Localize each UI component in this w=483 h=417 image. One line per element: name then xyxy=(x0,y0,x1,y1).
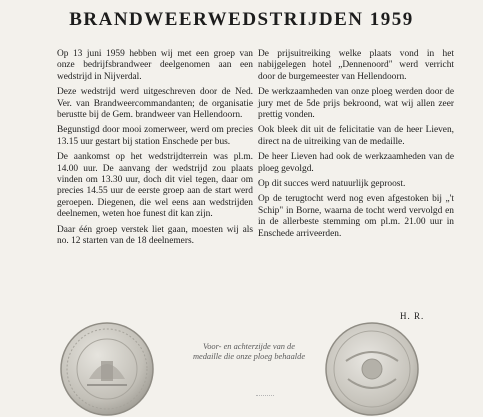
paragraph: Ook bleek dit uit de felicitatie van de heer Lieven, direct na de uitreiking van de medaille. xyxy=(258,125,454,147)
page-mark xyxy=(256,395,274,404)
paragraph: De werkzaamheden van onze ploeg werden door de jury met de 5de prijs bekroond, wat wij allen zeer prettig vonden. xyxy=(258,87,454,121)
paragraph: De aankomst op het wedstrijdterrein was pl.m. 14.00 uur. De aanvang der wedstrijd zou plaats vinden om 13.30 uur, doch dit viel tegen, daar om precies 14.55 uur de eerste groep aan de start werd geroepen. Diegenen, die wel eens aan wedstrijden deelnemen, weten hoe funest dit kan zijn. xyxy=(57,152,253,220)
paragraph: Deze wedstrijd werd uitgeschreven door de Ned. Ver. van Brandweercommandanten; de organisatie berustte bij de Gem. brandweer van Hellendoorn. xyxy=(57,87,253,121)
author-signature: H. R. xyxy=(400,311,425,321)
right-text-column xyxy=(258,49,454,244)
medal-caption: Voor- en achterzijde van de medaille die onze ploeg behaalde xyxy=(192,342,306,362)
article-title: BRANDWEERWEDSTRIJDEN 1959 xyxy=(69,9,414,30)
paragraph: De prijsuitreiking welke plaats vond in het nabijgelegen hotel „Dennenoord" werd verricht door de burgemeester van Hellendoorn. xyxy=(258,49,454,82)
paragraph: Op 13 juni 1959 hebben wij met een groep van onze bedrijfsbrandweer deelgenomen aan een wedstrijd in Nijverdal. xyxy=(57,49,253,82)
medal-front-image xyxy=(59,321,155,417)
paragraph: De heer Lieven had ook de werkzaamheden van de ploeg gevolgd. xyxy=(258,152,454,174)
paragraph: Op de terugtocht werd nog even afgestoken bij „'t Schip" in Borne, waarna de tocht werd vervolgd en in de allerbeste stemming om pl.m. 21.00 uur in Enschede arriveerden. xyxy=(258,194,454,239)
paragraph: Op dit succes werd natuurlijk geproost. xyxy=(258,179,406,190)
paragraph: Begunstigd door mooi zomerweer, werd om precies 13.15 uur gestart bij station Enschede per bus. xyxy=(57,125,253,147)
paragraph: Daar één groep verstek liet gaan, moesten wij als no. 12 starten van de 18 deelnemers. xyxy=(57,224,253,247)
left-text-column xyxy=(57,49,253,252)
medal-back-image xyxy=(322,321,422,417)
